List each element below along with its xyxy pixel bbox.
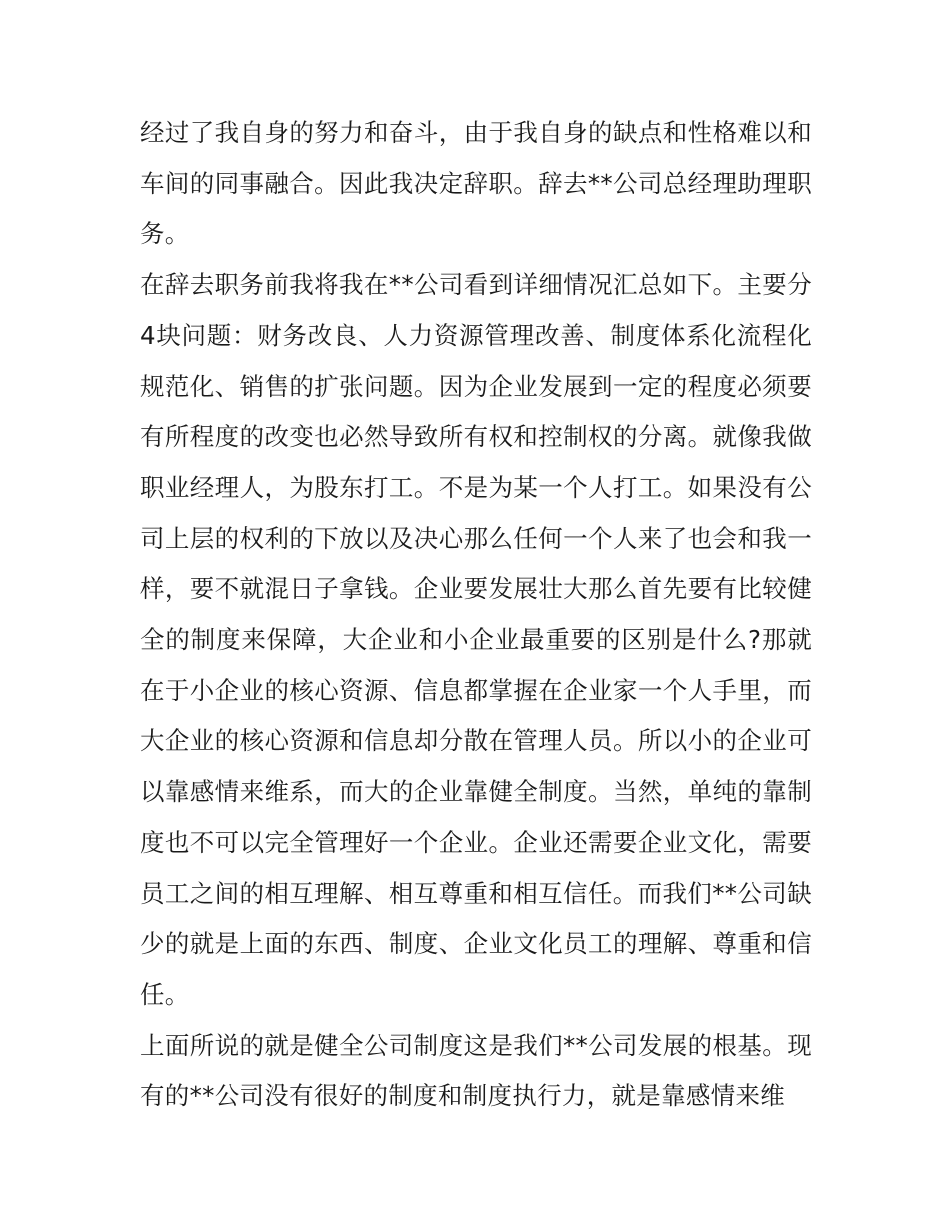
paragraph-1: 经过了我自身的努力和奋斗，由于我自身的缺点和性格难以和车间的同事融合。因此我决定辞职。辞去**公司总经理助理职务。: [140, 118, 812, 249]
document-body: [140, 108, 812, 1122]
paragraph-3: 上面所说的就是健全公司制度这是我们**公司发展的根基。现有的**公司没有很好的制度和制度执行力，就是靠感情来维: [140, 1030, 812, 1111]
paragraph-2: 在辞去职务前我将我在**公司看到详细情况汇总如下。主要分4块问题：财务改良、人力资源管理改善、制度体系化流程化规范化、销售的扩张问题。因为企业发展到一定的程度必须要有所程度的改变也必然导致所有权和控制权的分离。就像我做职业经理人，为股东打工。不是为某一个人打工。如果没有公司上层的权利的下放以及决心那么任何一个人来了也会和我一样，要不就混日子拿钱。企业要发展壮大那么首先要有比较健全的制度来保障，大企业和小企业最重要的区别是什么?那就在于小企业的核心资源、信息都掌握在企业家一个人手里，而大企业的核心资源和信息却分散在管理人员。所以小的企业可以靠感情来维系，而大的企业靠健全制度。当然，单纯的靠制度也不可以完全管理好一个企业。企业还需要企业文化，需要员工之间的相互理解、相互尊重和相互信任。而我们**公司缺少的就是上面的东西、制度、企业文化员工的理解、尊重和信任。: [140, 270, 812, 1009]
